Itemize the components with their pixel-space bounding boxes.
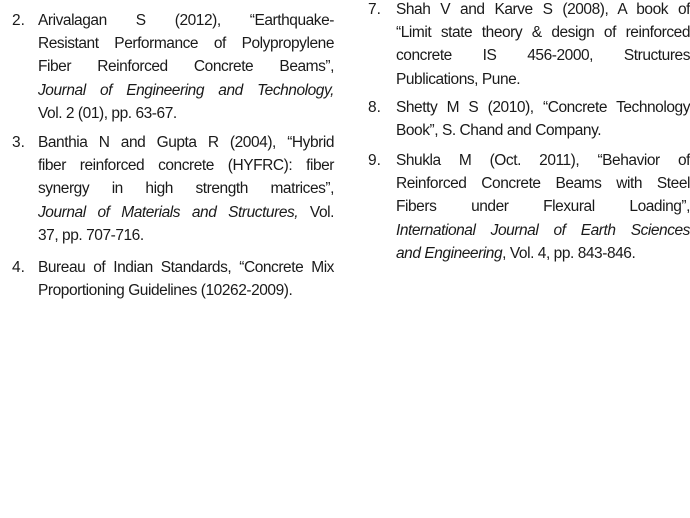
reference-plain-text: fiber reinforced concrete (HYFRC): fiber xyxy=(38,157,334,175)
reference-plain-text: Proportioning Guidelines (10262-2009). xyxy=(38,282,293,300)
reference-line xyxy=(38,55,334,78)
reference-number: 7. xyxy=(368,1,381,18)
reference-text xyxy=(396,96,690,142)
reference-line xyxy=(396,242,690,265)
reference-text xyxy=(38,256,334,302)
reference-plain-text: Banthia N and Gupta R (2004), “Hybrid xyxy=(38,134,334,151)
reference-number: 3. xyxy=(12,134,25,151)
reference-line xyxy=(396,0,690,21)
reference-plain-text: Fiber Reinforced Concrete Beams”, xyxy=(38,58,334,76)
reference-plain-text: Shukla M (Oct. 2011), “Behavior of xyxy=(396,152,690,169)
reference-text xyxy=(396,149,690,265)
reference-plain-text: Fibers under Flexural Loading”, xyxy=(396,198,690,216)
reference-text xyxy=(396,0,690,91)
reference-italic-text: International Journal of Earth Sciences xyxy=(396,221,690,239)
reference-italic-text: Journal of Materials and Structures, xyxy=(38,203,299,221)
reference-plain-text: Arivalagan S (2012), “Earthquake- xyxy=(38,12,334,29)
reference-italic-text: Journal of Engineering and Technology, xyxy=(38,81,334,99)
reference-line xyxy=(38,201,334,224)
reference-plain-text: Resistant Performance of Polypropylene xyxy=(38,35,334,53)
reference-line xyxy=(38,224,334,247)
reference-line xyxy=(396,195,690,218)
reference-line xyxy=(38,79,334,102)
reference-plain-text: 37, pp. 707-716. xyxy=(38,226,144,244)
reference-line xyxy=(38,256,334,279)
reference-number: 9. xyxy=(368,152,381,169)
reference-line xyxy=(396,149,690,172)
reference-italic-text: and Engineering xyxy=(396,244,503,262)
reference-plain-text: Vol. 2 (01), pp. 63-67. xyxy=(38,104,177,122)
reference-text xyxy=(38,9,334,125)
reference-number: 4. xyxy=(12,259,25,276)
reference-number: 8. xyxy=(368,99,381,116)
reference-line xyxy=(396,44,690,67)
reference-plain-text: concrete IS 456-2000, Structures xyxy=(396,47,690,65)
reference-number: 2. xyxy=(12,12,25,29)
reference-text xyxy=(38,131,334,247)
reference-plain-text: Shetty M S (2010), “Concrete Technology xyxy=(396,99,690,116)
reference-plain-text: “Limit state theory & design of reinforced xyxy=(396,24,690,42)
reference-line xyxy=(396,96,690,119)
reference-plain-text: Shah V and Karve S (2008), A book of xyxy=(396,1,690,18)
reference-line xyxy=(38,9,334,32)
reference-plain-text: Book”, S. Chand and Company. xyxy=(396,122,602,140)
reference-plain-text: , Vol. 4, pp. 843-846. xyxy=(502,244,636,262)
reference-plain-text: Publications, Pune. xyxy=(396,70,521,88)
reference-line xyxy=(396,219,690,242)
reference-line xyxy=(396,172,690,195)
reference-line xyxy=(38,154,334,177)
reference-line xyxy=(38,279,334,302)
reference-plain-text: Vol. xyxy=(298,203,334,221)
reference-plain-text: Bureau of Indian Standards, “Concrete Mix xyxy=(38,259,334,276)
reference-line xyxy=(396,21,690,44)
reference-line xyxy=(38,177,334,200)
reference-plain-text: synergy in high strength matrices”, xyxy=(38,180,334,198)
reference-plain-text: Reinforced Concrete Beams with Steel xyxy=(396,175,690,193)
reference-line xyxy=(38,131,334,154)
reference-line xyxy=(38,32,334,55)
reference-line xyxy=(38,102,334,125)
reference-line xyxy=(396,68,690,91)
reference-line xyxy=(396,119,690,142)
